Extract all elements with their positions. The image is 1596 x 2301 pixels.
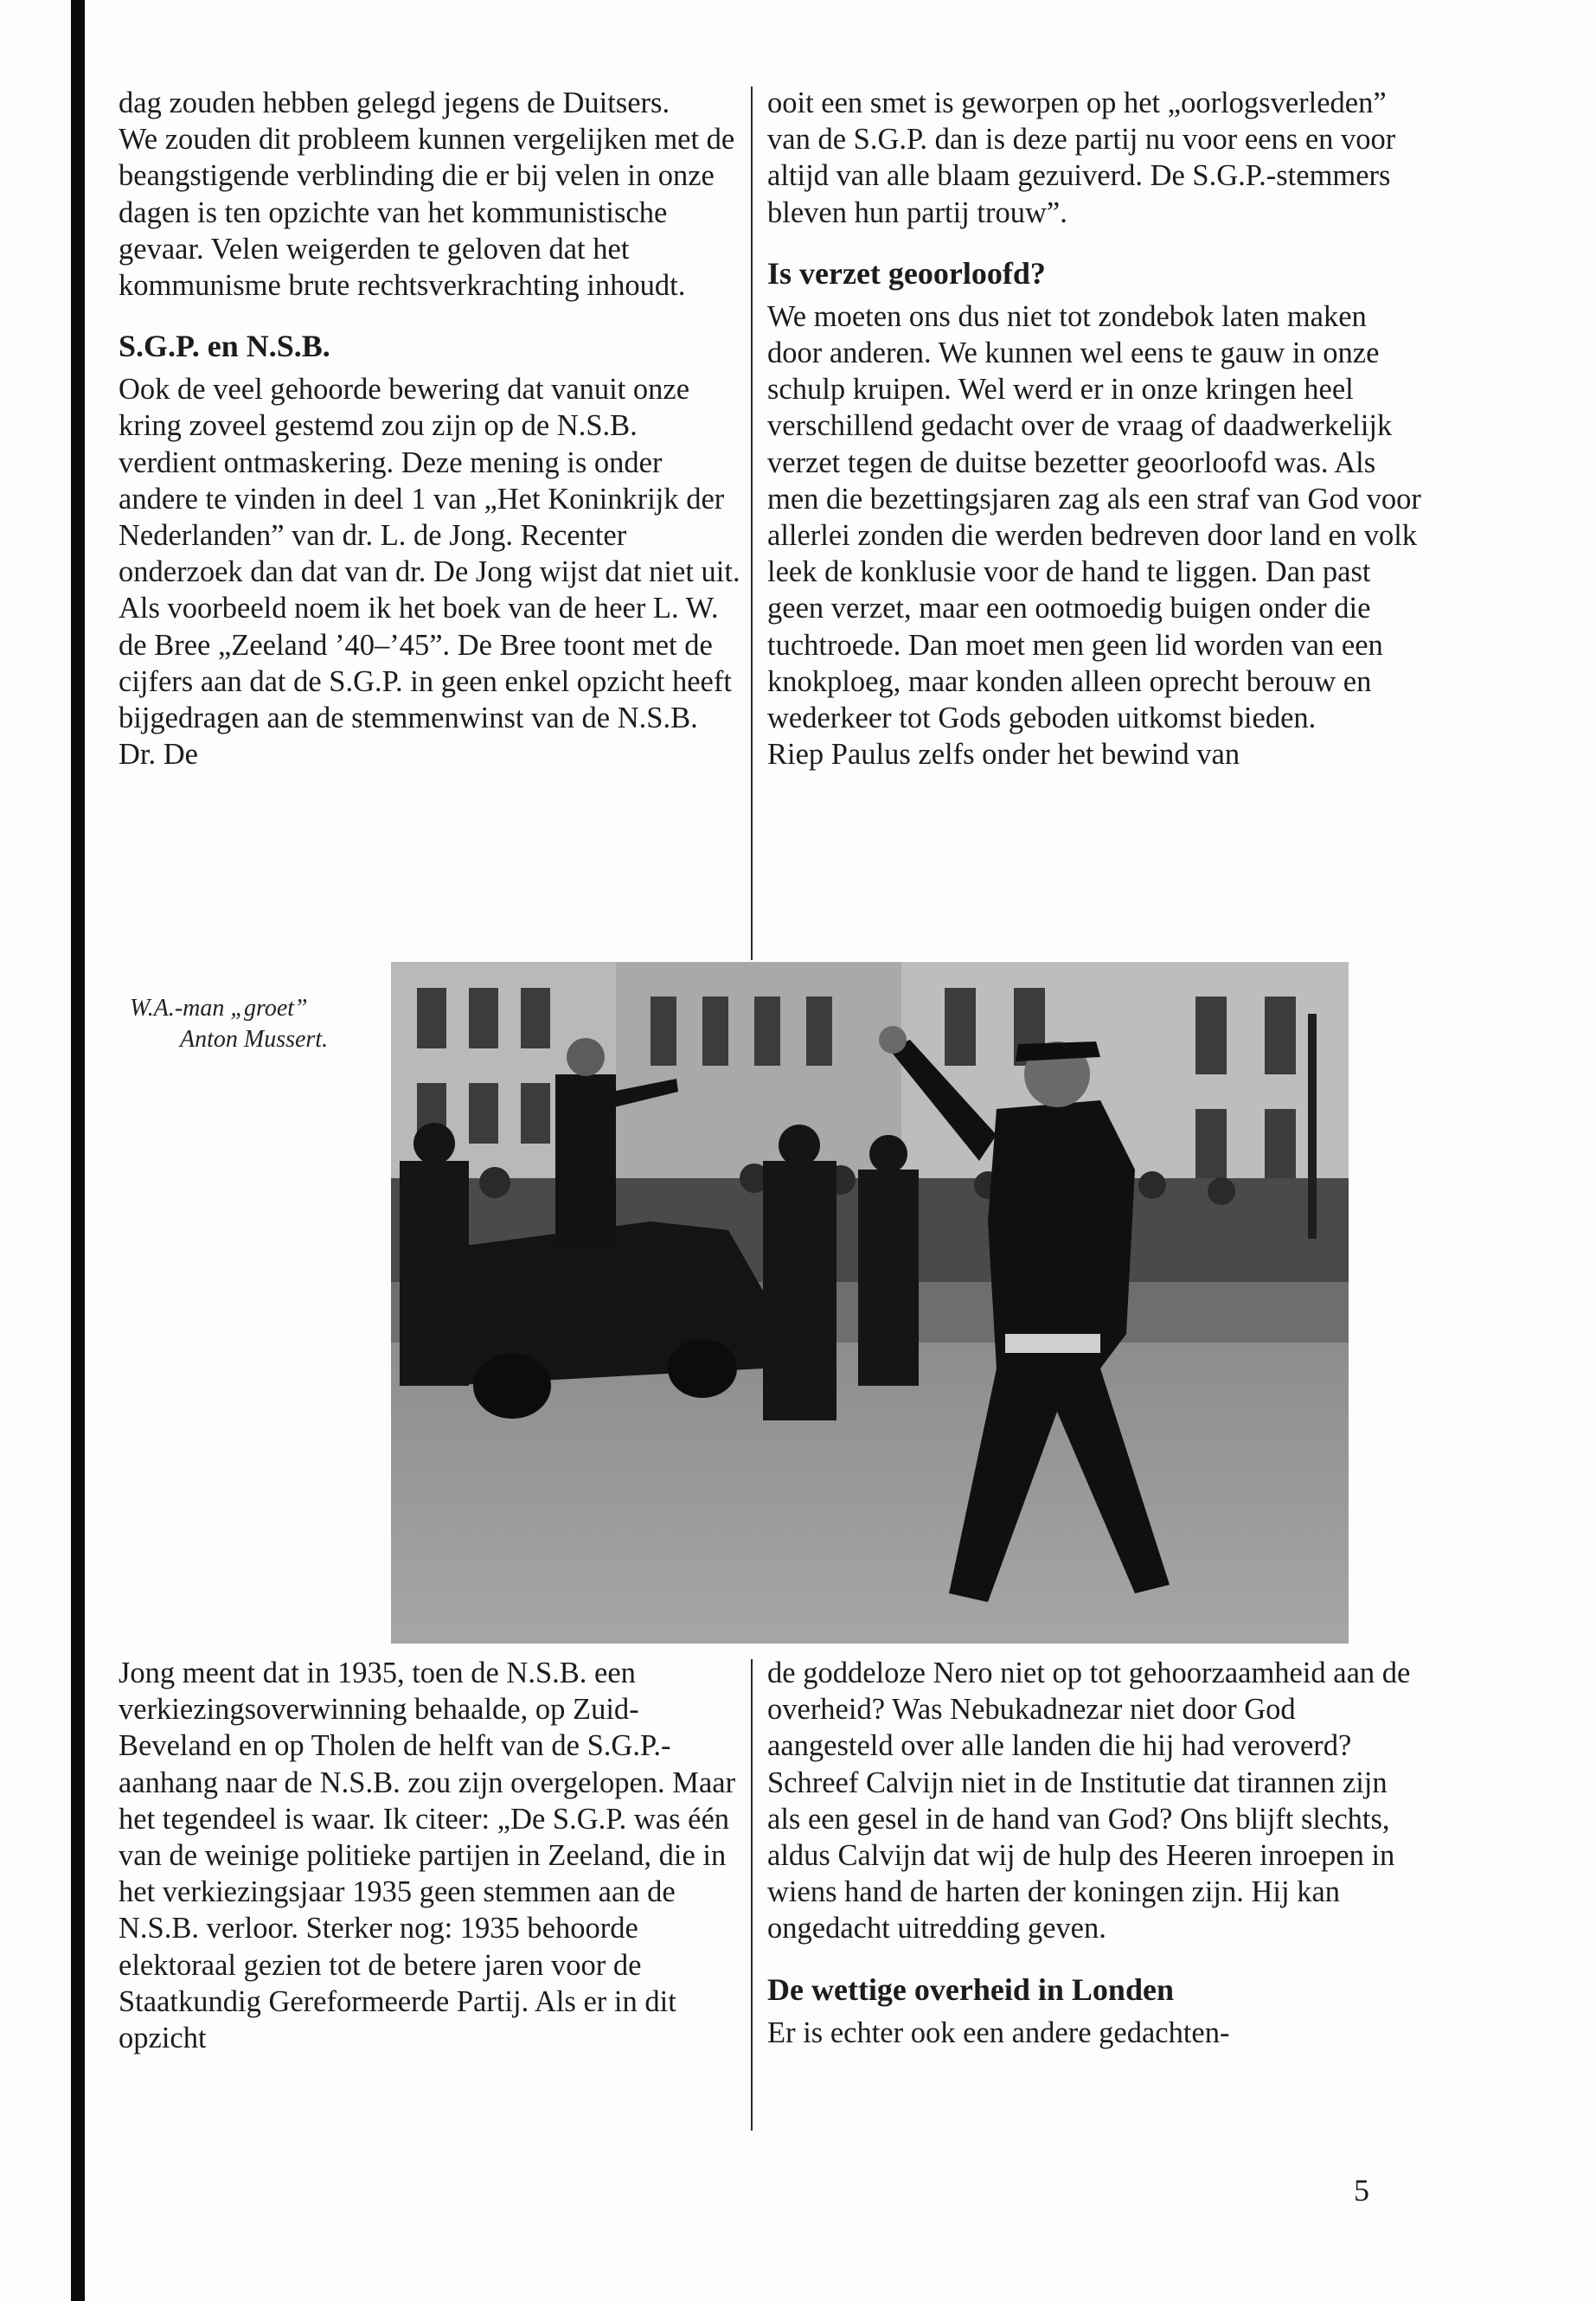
caption-line-2: Anton Mussert. <box>180 1026 329 1053</box>
heading-verzet: Is verzet geoorloofd? <box>767 255 1046 291</box>
paragraph-zondebok: We moeten ons dus niet tot zondebok laten maken door anderen. We kunnen wel eens te gauw in onze schulp kruipen. Wel werd er in onze kringen heel verschillend gedacht over de vraag of daadwerkelijk verzet tegen de duitse bezetter geoorloofd was. Als men die bezettingsjaren zag als een straf van God voor allerlei zonden die werden bedreven door land en volk leek de konklusie voor de hand te liggen. Dan past geen verzet, maar een ootmoedig buigen onder die tuchtroede. Dan moet men geen lid worden van een knokploeg, maar konden alleen oprecht berouw en wederkeer tot Gods geboden uitkomst bieden. <box>767 299 1421 735</box>
left-column-bottom <box>119 1655 741 2056</box>
heading-wettige-overheid: De wettige overheid in Londen <box>767 1971 1174 2007</box>
paragraph-verblinding: We zouden dit probleem kunnen vergelijken met de beangstigende verblinding die er bij velen in onze dagen is ten opzichte van het kommunistische gevaar. Velen weigerden te geloven dat het kommunisme brute rechtsverkrachting inhoudt. <box>119 123 735 303</box>
caption-line-1: W.A.-man „groet” <box>130 995 308 1022</box>
right-column-bottom <box>767 1655 1425 2051</box>
paragraph-verkiezing-1935: Jong meent dat in 1935, toen de N.S.B. een verkiezingsoverwinning behaalde, op Zuid-Beveland en op Tholen de helft van de S.G.P.-aanhang naar de N.S.B. zou zijn overgelopen. Maar het tegendeel is waar. Ik citeer: „De S.G.P. was één van de weinige politieke partijen in Zeeland, die in het verkiezingsjaar 1935 geen stemmen aan de N.S.B. verloor. Sterker nog: 1935 behoorde elektoraal gezien tot de betere jaren voor de Staatkundig Gereformeerde Partij. Als er in dit opzicht <box>119 1657 736 2055</box>
page-number: 5 <box>1354 2173 1369 2208</box>
column-rule-top <box>751 87 753 960</box>
column-rule-bottom <box>751 1659 753 2131</box>
paragraph-oorlogsverleden: ooit een smet is geworpen op het „oorlogsverleden” van de S.G.P. dan is deze partij nu voor eens en voor altijd van alle blaam gezuiverd. De S.G.P.-stemmers bleven hun partij trouw”. <box>767 87 1396 229</box>
heading-sgp-nsb: S.G.P. en N.S.B. <box>119 329 330 364</box>
paragraph-gedachten: Er is echter ook een andere gedachten- <box>767 2016 1230 2049</box>
left-column-top <box>119 85 741 772</box>
right-column-top <box>767 85 1425 772</box>
paragraph-paulus: Riep Paulus zelfs onder het bewind van <box>767 738 1240 772</box>
paragraph-ontmaskering: Ook de veel gehoorde bewering dat vanuit onze kring zoveel gestemd zou zijn op de N.S.B. verdient ontmaskering. Deze mening is onder andere te vinden in deel 1 van „Het Koninkrijk der Nederlanden” van dr. L. de Jong. Recenter onderzoek dan dat van dr. De Jong wijst dat niet uit. Als voorbeeld noem ik het boek van de heer L. W. de Bree „Zeeland ’40–’45”. De Bree toont met de cijfers aan dat de S.G.P. in geen enkel opzicht heeft bijgedragen aan de stemmenwinst van de N.S.B. Dr. De <box>119 373 740 772</box>
photo-caption <box>130 993 381 1055</box>
paragraph-duitsers: dag zouden hebben gelegd jegens de Duitsers. <box>119 87 670 119</box>
binding-edge <box>71 0 85 2301</box>
historical-photograph <box>391 962 1349 1644</box>
paragraph-nero: de goddeloze Nero niet op tot gehoorzaamheid aan de overheid? Was Nebukadnezar niet door God aangesteld over alle landen die hij had veroverd? Schreef Calvijn niet in de Institutie dat tirannen zijn als een gesel in de hand van God? Ons blijft slechts, aldus Calvijn dat wij de hulp des Heeren inroepen in wiens hand de harten der koningen zijn. Hij kan ongedacht uitredding geven. <box>767 1657 1411 1945</box>
photo-illustration <box>391 962 1349 1644</box>
